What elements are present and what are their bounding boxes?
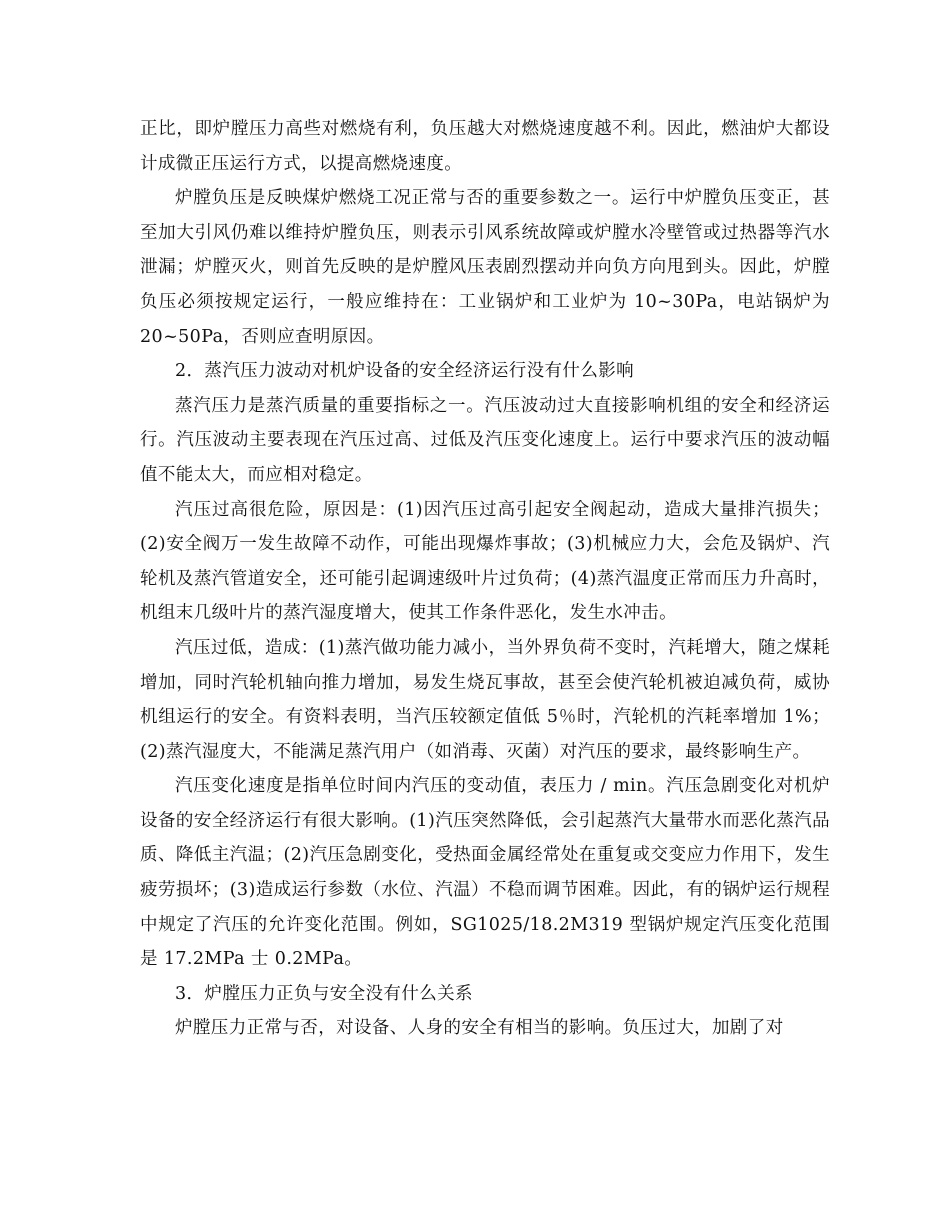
paragraph-furnace-pressure-safety: 炉膛压力正常与否，对设备、人身的安全有相当的影响。负压过大，加剧了对 bbox=[175, 1018, 784, 1039]
question-heading-3: 3．炉膛压力正负与安全没有什么关系 bbox=[175, 983, 473, 1004]
question-heading-2: 2．蒸汽压力波动对机炉设备的安全经济运行没有什么影响 bbox=[175, 361, 635, 382]
paragraph-pressure-change-rate: 汽压变化速度是指单位时间内汽压的变动值，表压力 / min。汽压急剧变化对机炉设备的安全经济运行有很大影响。(1)汽压突然降低，会引起蒸汽大量带水而恶化蒸汽品质、降低主汽温；(2)汽压急剧变化，受热面金属经常处在重复或交变应力作用下，发生疲劳损坏；(3)造成运行参数（水位、汽温）不稳而调节困难。因此，有的锅炉运行规程中规定了汽压的允许变化范围。例如，SG1025/18.2M319 型锅炉规定汽压变化范围是 17.2MPa 士 0.2MPa。 bbox=[140, 776, 830, 970]
paragraph-pressure-too-low: 汽压过低，造成：(1)蒸汽做功能力减小，当外界负荷不变时，汽耗增大，随之煤耗增加，同时汽轮机轴向推力增加，易发生烧瓦事故，甚至会使汽轮机被迫减负荷，威协机组运行的安全。有资料表明，当汽压较额定值低 5％时，汽轮机的汽耗率增加 1%；(2)蒸汽湿度大，不能满足蒸汽用户（如消毒、灭菌）对汽压的要求，最终影响生产。 bbox=[140, 637, 830, 762]
paragraph-steam-pressure: 蒸汽压力是蒸汽质量的重要指标之一。汽压波动过大直接影响机组的安全和经济运行。汽压波动主要表现在汽压过高、过低及汽压变化速度上。运行中要求汽压的波动幅值不能太大，而应相对稳定。 bbox=[140, 395, 830, 485]
document-body bbox=[140, 112, 830, 1046]
paragraph-pressure-too-high: 汽压过高很危险，原因是：(1)因汽压过高引起安全阀起动，造成大量排汽损失；(2)安全阀万一发生故障不动作，可能出现爆炸事故；(3)机械应力大，会危及锅炉、汽轮机及蒸汽管道安全，还可能引起调速级叶片过负荷；(4)蒸汽温度正常而压力升高时，机组末几级叶片的蒸汽湿度增大，使其工作条件恶化，发生水冲击。 bbox=[140, 499, 830, 624]
paragraph-furnace-negative-pressure: 炉膛负压是反映煤炉燃烧工况正常与否的重要参数之一。运行中炉膛负压变正，甚至加大引风仍难以维持炉膛负压，则表示引风系统故障或炉膛水冷壁管或过热器等汽水泄漏；炉膛灭火，则首先反映的是炉膛风压表剧烈摆动并向负方向甩到头。因此，炉膛负压必须按规定运行，一般应维持在：工业锅炉和工业炉为 10~30Pa，电站锅炉为 20~50Pa，否则应查明原因。 bbox=[140, 188, 830, 347]
paragraph-continuation: 正比，即炉膛压力高些对燃烧有利，负压越大对燃烧速度越不利。因此，燃油炉大都设计成微正压运行方式，以提高燃烧速度。 bbox=[140, 119, 830, 174]
